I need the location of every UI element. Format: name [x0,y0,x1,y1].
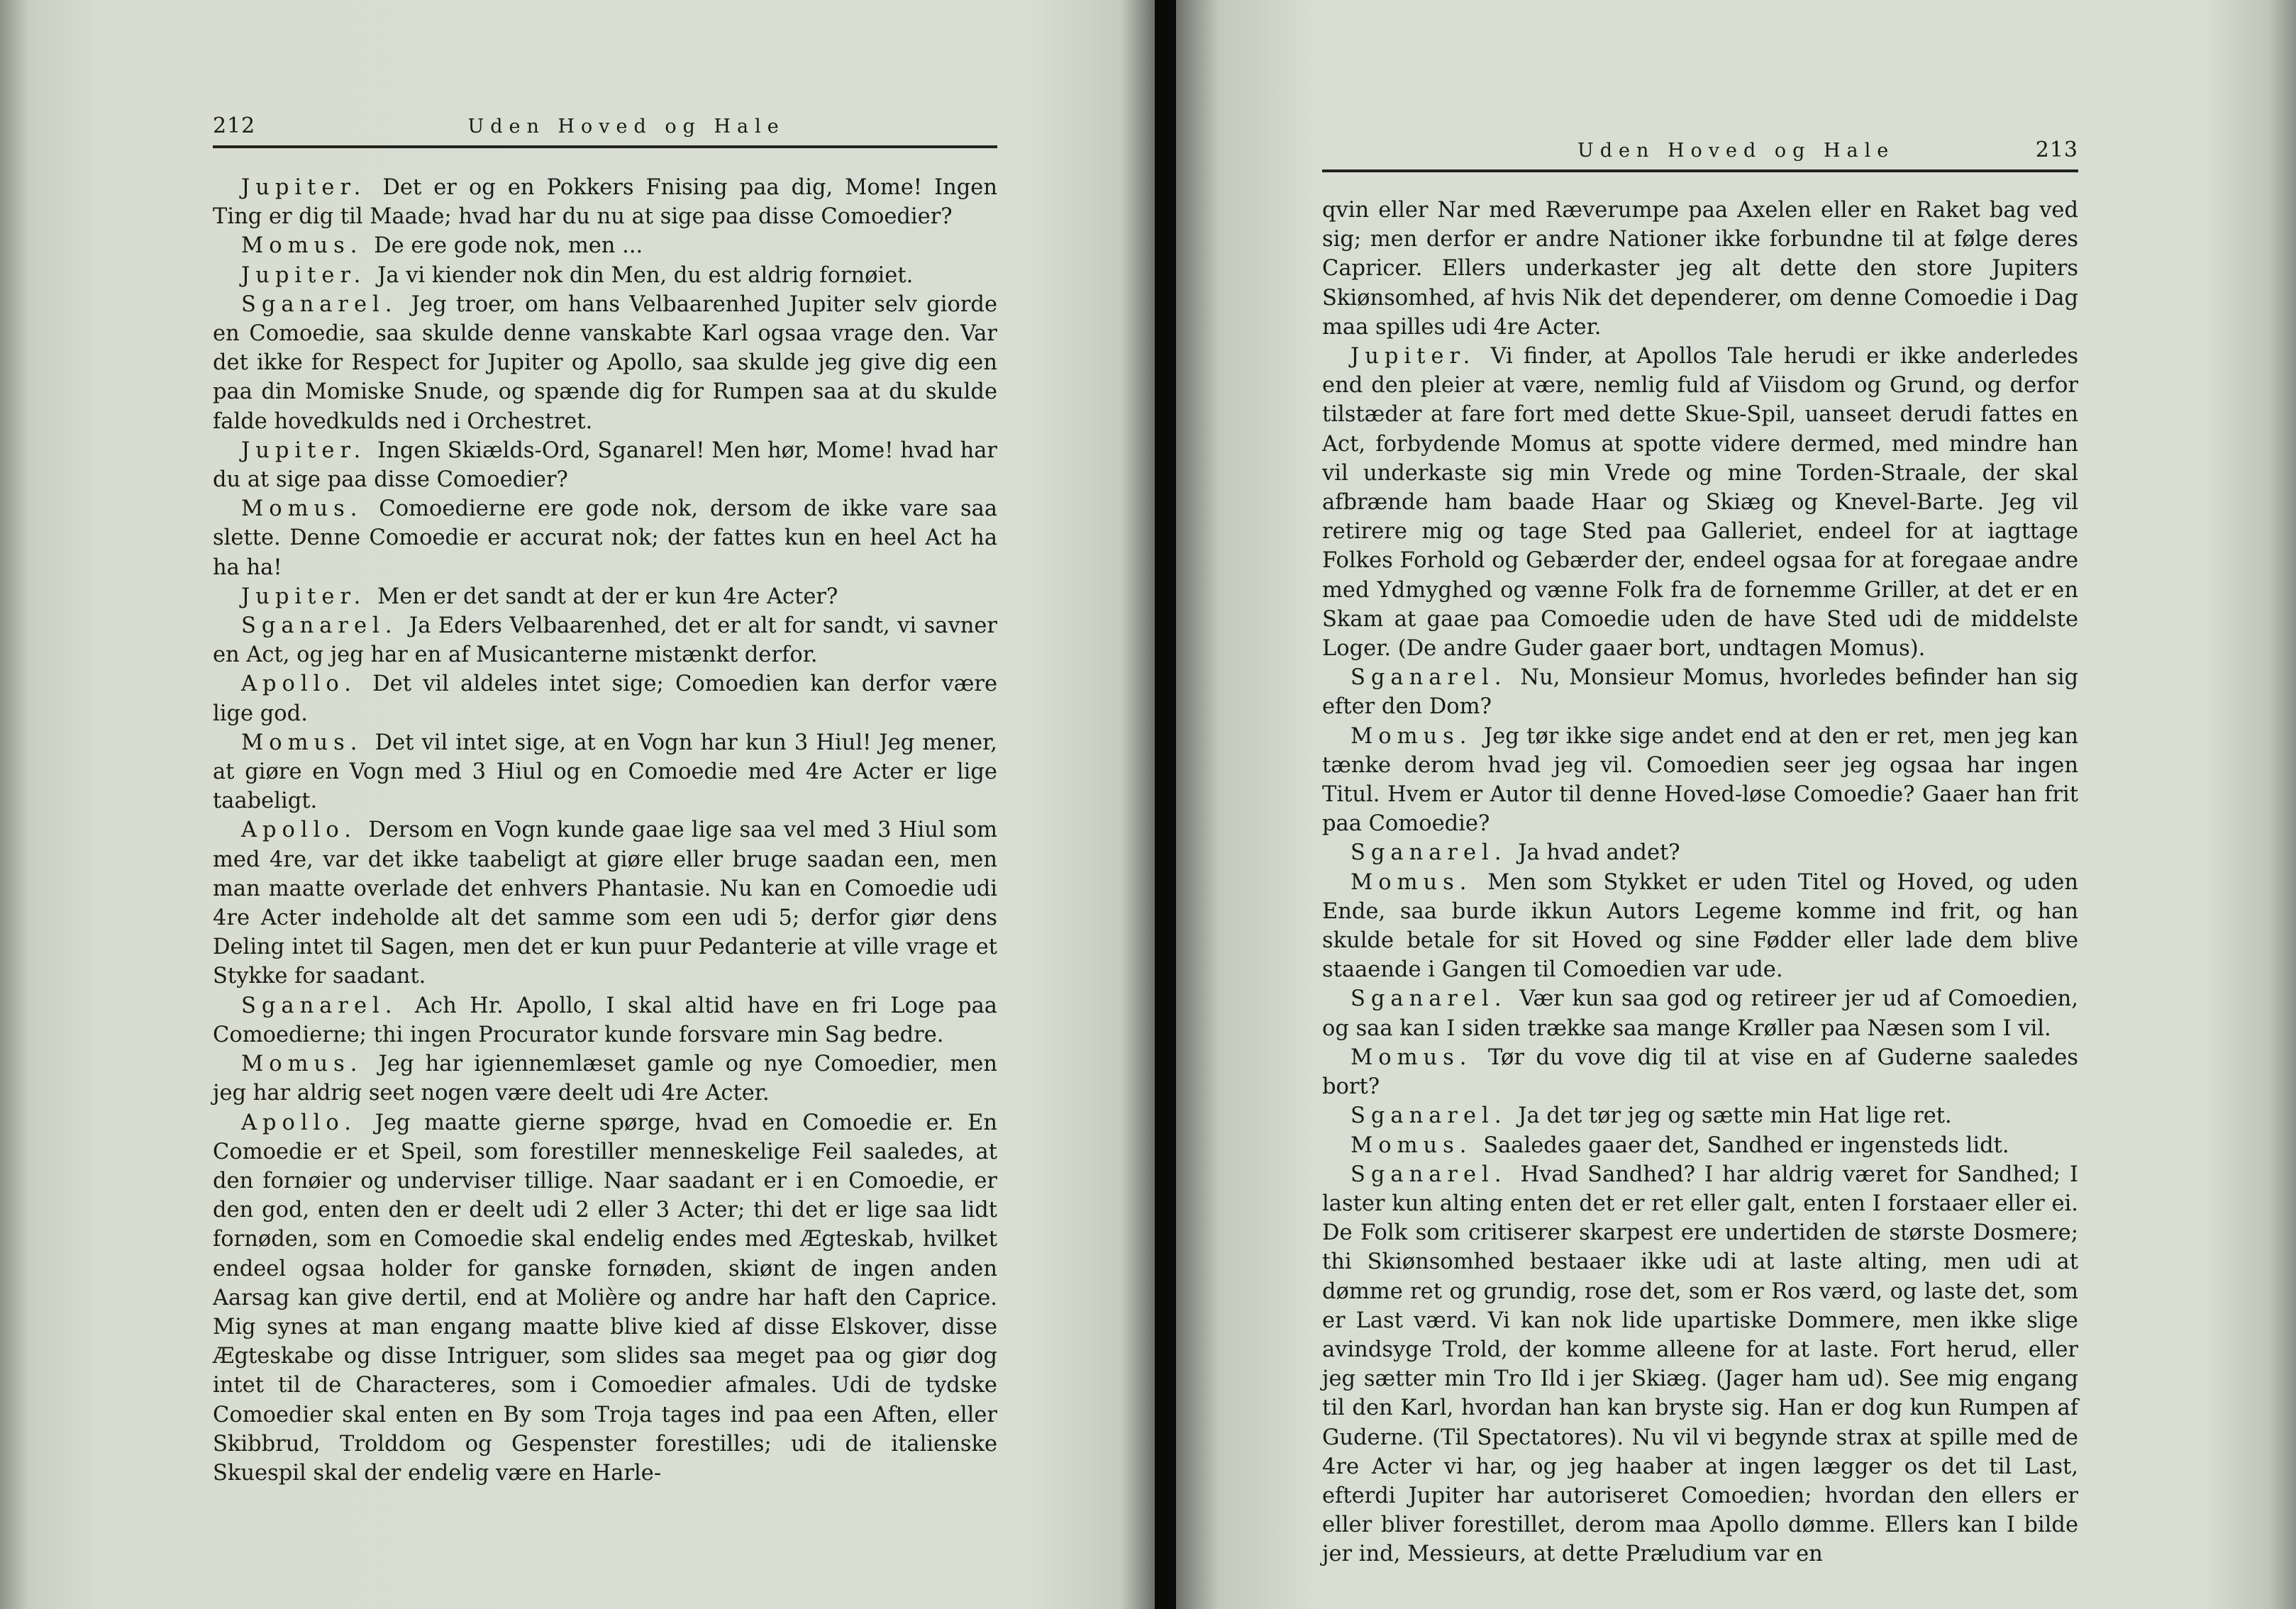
speaker-name: Jupiter. [241,262,367,288]
speaker-name: Momus. [241,496,363,522]
book-gutter [1155,0,1176,1609]
dialogue-text: Jeg maatte gierne spørge, hvad en Comoedie er. En Comoedie er et Speil, som forestiller menneskelige Feil saaledes, at den fornøier og underviser tillige. Naar saadant er i en Comoedie, er den god, enten den er deelt udi 2 eller 3 Acter; thi det er lige saa lidt fornøden, som en Comoedie skal endelig endes med Ægteskab, hvilket endeel ogsaa holder for ganske fornøden, skiønt de ingen anden Aarsag kan give dertil, end at Molière og andre har haft den Caprice. Mig synes at man engang maatte blive kied af disse Elskover, disse Ægteskabe og disse Intriguer, som slides saa meget paa og giør dog intet til de Characteres, som i Comoedier afmales. Udi de tydske Comoedier skal enten en By som Troja tages ind paa een Aften, eller Skibbrud, Trolddom og Gespenster forestilles; udi de italienske Skuespil skal der endelig være en Harle- [213,1110,997,1486]
dialogue-paragraph [1322,868,2078,985]
dialogue-paragraph [213,173,997,231]
right-text-block [1322,196,2078,1569]
dialogue-paragraph [213,436,997,494]
speaker-name: Apollo. [241,672,357,697]
dialogue-text: Saaledes gaaer det, Sandhed er ingensteds lidt. [1483,1132,2009,1158]
speaker-name: Sganarel. [241,993,398,1018]
dialogue-text: Ach Hr. Apollo, I skal altid have en fri Loge paa Comoedierne; thi ingen Procurator kunde forsvare min Sag bedre. [213,993,997,1047]
dialogue-text: Jeg tør ikke sige andet end at den er ret, men jeg kan tænke derom hvad jeg vil. Comoedien seer jeg ogsaa har ingen Titul. Hvem er Autor til denne Hoved-løse Comoedie? Gaaer han frit paa Comoedie? [1322,723,2078,837]
dialogue-text: Tør du vove dig til at vise en af Guderne saaledes bort? [1322,1045,2078,1100]
left-text-block [213,173,997,1488]
speaker-name: Jupiter. [1351,344,1476,369]
dialogue-paragraph [1322,838,2078,867]
dialogue-paragraph [1322,342,2078,663]
speaker-name: Sganarel. [1351,665,1507,691]
right-page [1176,0,2296,1609]
speaker-name: Momus. [241,1052,363,1077]
dialogue-text: Ja hvad andet? [1518,840,1680,866]
speaker-name: Sganarel. [1351,1103,1507,1129]
speaker-name: Sganarel. [1351,986,1507,1012]
dialogue-text: Ingen Skiælds-Ord, Sganarel! Men hør, Mome! hvad har du at sige paa disse Comoedier? [213,438,997,493]
right-page-number: 213 [2035,138,2078,162]
dialogue-text: Det er og en Pokkers Fnising paa dig, Mome! Ingen Ting er dig til Maade; hvad har du nu at sige paa disse Comoedier? [213,175,998,230]
dialogue-paragraph [213,290,997,436]
speaker-name: Jupiter. [241,175,367,200]
speaker-name: Jupiter. [241,438,367,463]
dialogue-paragraph [1322,1101,2078,1130]
speaker-name: Momus. [1351,723,1473,749]
dialogue-text: Hvad Sandhed? I har aldrig været for Sandhed; I laster kun alting enten det er ret eller galt, enten I forstaaer eller ei. De Folk som critiserer skarpest ere undertiden de største Dosmere; thi Skiønsomhed bestaaer ikke udi at laste alting, men udi at dømme ret og grundig, rose det, som er Ros værd, og laste det, som er Last værd. Vi kan nok lide upartiske Dommere, men ikke slige avindsyge Trold, der komme alleene for at laste. Fort herud, eller jeg sætter min Tro Ild i jer Skiæg. (Jager ham ud). See mig engang til den Karl, hvordan han kan bryste sig. Han er dog kun Rumpen af Guderne. (Til Spectatores). Nu vil vi begynde strax at spille med de 4re Acter vi har, og jeg haaber at ingen lægger os det til Last, efterdi Jupiter har autoriseret Comoedien; hvordan den ellers er eller bliver forestillet, derom maa Apollo dømme. Ellers kan I bilde jer ind, Messieurs, at dette Præludium var en [1322,1162,2078,1567]
speaker-name: Apollo. [241,1110,357,1135]
dialogue-text: Ja det tør jeg og sætte min Hat lige ret. [1518,1103,1952,1129]
right-running-title: Uden Hoved og Hale [1577,140,1895,162]
dialogue-paragraph [213,231,997,260]
speaker-name: Momus. [1351,869,1473,895]
speaker-name: Sganarel. [1351,840,1507,866]
dialogue-paragraph [1322,984,2078,1042]
dialogue-text: Jeg har igiennemlæset gamle og nye Comoedier, men jeg har aldrig seet nogen være deelt udi 4re Acter. [213,1052,997,1106]
left-running-title: Uden Hoved og Hale [467,116,785,138]
dialogue-paragraph [213,669,997,728]
speaker-name: Sganarel. [241,613,398,639]
dialogue-paragraph [213,991,997,1050]
dialogue-paragraph [213,1050,997,1108]
dialogue-paragraph [213,815,997,991]
dialogue-paragraph [1322,1043,2078,1101]
dialogue-text: Men er det sandt at der er kun 4re Acter? [377,584,838,609]
dialogue-paragraph [213,1108,997,1488]
dialogue-text: Ja Eders Velbaarenhed, det er alt for sandt, vi savner en Act, og jeg har en af Musicanterne mistænkt derfor. [213,613,997,668]
dialogue-text: Ja vi kiender nok din Men, du est aldrig fornøiet. [377,262,914,288]
speaker-name: Momus. [241,233,363,259]
dialogue-text: Dersom en Vogn kunde gaae lige saa vel med 3 Hiul som med 4re, var det ikke taabeligt at giøre eller bruge saadan een, men man maatte overlade det enhvers Phantasie. Nu kan en Comoedie udi 4re Acter indeholde alt det samme som een udi 5; derfor giør dens Deling intet til Sagen, men det er kun puur Pedanterie at ville vrage et Stykke for saadant. [213,818,998,989]
dialogue-text: Nu, Monsieur Momus, hvorledes befinder han sig efter den Dom? [1322,665,2078,720]
right-running-head [1322,138,2078,172]
continuation-paragraph: qvin eller Nar med Ræverumpe paa Axelen eller en Raket bag ved sig; men derfor er andre Nationer ikke forbundne til at følge deres Capricer. Ellers underkaster jeg alt dette den store Jupiters Skiønsomhed, af hvis Nik det dependerer, om denne Comoedie i Dag maa spilles udi 4re Acter. [1322,198,2078,340]
speaker-name: Sganarel. [241,291,398,317]
dialogue-text: Det vil aldeles intet sige; Comoedien kan derfor være lige god. [213,672,997,726]
dialogue-paragraph [1322,1131,2078,1160]
dialogue-text: Vi finder, at Apollos Tale herudi er ikke anderledes end den pleier at være, nemlig fuld af Viisdom og Grund, og derfor tilstæder at fare fort med dette Skue-Spil, uanseet derudi fattes en Act, forbydende Momus at spotte videre dermed, med mindre han vil underkaste sig min Vrede og mine Torden-Straale, der skal afbrænde ham baade Haar og Skiæg og Knevel-Barte. Jeg vil retirere mig og tage Sted paa Galleriet, endeel for at iagttage Folkes Forhold og Gebærder der, endeel ogsaa for at foregaae andre med Ydmyghed og vænne Folk fra de fornemme Griller, at det er en Skam at gaae paa Comoedie uden de have Sted udi de middelste Loger. (De andre Guder gaaer bort, undtagen Momus). [1322,344,2078,662]
dialogue-paragraph [213,494,997,582]
dialogue-paragraph [1322,663,2078,721]
dialogue-text: De ere gode nok, men ... [374,233,643,259]
dialogue-text: Vær kun saa god og retireer jer ud af Comoedien, og saa kan I siden trække saa mange Krøller paa Næsen som I vil. [1322,986,2078,1041]
speaker-name: Jupiter. [241,584,367,609]
speaker-name: Sganarel. [1351,1162,1507,1187]
dialogue-paragraph [213,582,997,611]
dialogue-paragraph [1322,722,2078,839]
left-page-number: 212 [213,113,256,138]
dialogue-text: Det vil intet sige, at en Vogn har kun 3 Hiul! Jeg mener, at giøre en Vogn med 3 Hiul og en Comoedie med 4re Acter er lige taabeligt. [213,730,997,814]
dialogue-text: Men som Stykket er uden Titel og Hoved, og uden Ende, saa burde ikkun Autors Legeme komme ind frit, og han skulde betale for sit Hoved og sine Fødder eller lade dem blive staaende i Gangen til Comoedien var ude. [1322,869,2078,983]
speaker-name: Momus. [1351,1132,1473,1158]
dialogue-paragraph [213,261,997,290]
speaker-name: Momus. [241,730,363,755]
speaker-name: Momus. [1351,1045,1473,1070]
dialogue-paragraph [1322,1160,2078,1569]
dialogue-text: Jeg troer, om hans Velbaarenhed Jupiter selv giorde en Comoedie, saa skulde denne vanskabte Karl ogsaa vrage den. Var det ikke for Respect for Jupiter og Apollo, saa skulde jeg give dig een paa din Momiske Snude, og spænde dig for Rumpen saa at du skulde falde hovedkulds ned i Orchestret. [213,291,997,434]
left-running-head [213,113,997,148]
dialogue-text: Comoedierne ere gode nok, dersom de ikke vare saa slette. Denne Comoedie er accurat nok; der fattes kun en heel Act ha ha ha! [213,496,998,580]
dialogue-paragraph [213,611,997,669]
dialogue-paragraph [213,728,997,816]
speaker-name: Apollo. [241,818,357,843]
